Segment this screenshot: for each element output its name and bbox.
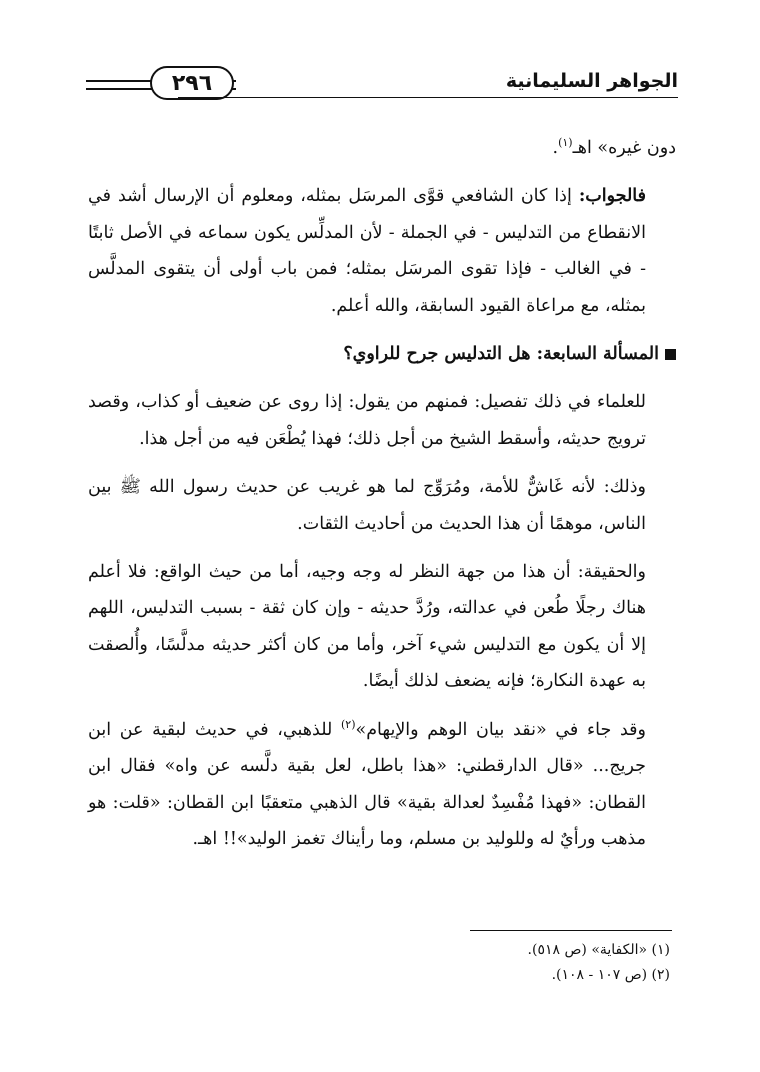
section-label: المسألة السابعة: [536,344,659,365]
footnote-rule [470,930,672,931]
quote-end-dot: . [552,138,559,158]
paragraph-dhahabi [88,712,676,858]
section-question: هل التدليس جرح للراوي؟ [343,344,537,365]
paragraph-scholars: للعلماء في ذلك تفصيل: فمنهم من يقول: إذا روى عن ضعيف أو كذاب، وقصد ترويج حديثه، وأسقط الشيخ من أجل ذلك؛ فهذا يُطْعَن فيه من أجل هذا. [88,392,646,449]
running-header [86,66,678,106]
paragraph-reality: والحقيقة: أن هذا من جهة النظر له وجه وجيه، أما من حيث الواقع: فلا أعلم هناك رجلًا طُعن في عدالته، ورُدَّ حديثه - وإن كان ثقة - بسبب التدليس، اللهم إلا أن يكون مع التدليس شيء آخر، وأما من كان أكثر حديثه مدلَّسًا، وأُلصقت به عهدة النكارة؛ فإنه يضعف لذلك أيضًا. [88,562,646,692]
paragraph-reason: وذلك: لأنه غَاشٌّ للأمة، ومُرَوِّج لما هو غريب عن حديث رسول الله ﷺ بين الناس، موهمًا أن هذا الحديث من أحاديث الثقات. [88,477,646,534]
paragraph-answer [88,178,676,324]
main-text [88,130,676,869]
footnote-ref-1: (١) [558,136,573,150]
footnote-ref-2: (٢) [341,717,356,731]
footnote-1: (١) «الكفاية» (ص ٥١٨). [527,942,670,958]
square-bullet-icon [665,349,676,360]
quote-end-text: دون غيره» اهـ [572,138,676,158]
header-rule [178,97,678,98]
section-heading [88,336,676,372]
dhahabi-text-b: للذهبي، في حديث لبقية عن ابن جريج... «قال الدارقطني: «هذا باطل، لعل بقية دلَّسه عن واه» فقال ابن القطان: «فهذا مُفْسِدٌ لعدالة بقية» قال الذهبي متعقبًا ابن القطان: «قلت: هو مذهب ورأيٌ له وللوليد بن مسلم، وما رأيناك تغمز الوليد»!! اهـ. [88,719,646,849]
page-number: ٢٩٦ [150,66,234,100]
footnotes [300,938,670,988]
book-title: الجواهر السليمانية [505,70,678,92]
page-number-ornament [86,66,236,106]
footnote-2: (٢) (ص ١٠٧ - ١٠٨). [551,967,670,983]
answer-lead: فالجواب: [578,186,646,207]
paragraph-quote-end [88,130,676,166]
answer-text: إذا كان الشافعي قوَّى المرسَل بمثله، ومعلوم أن الإرسال أشد في الانقطاع من التدليس - في الجملة - لأن المدلِّس يكون سماعه في الأصل ثابتًا - في الغالب - فإذا تقوى المرسَل بمثله؛ فمن باب أولى أن يتقوى المدلَّس بمثله، مع مراعاة القيود السابقة، والله أعلم. [88,186,646,316]
dhahabi-text-a: وقد جاء في «نقد بيان الوهم والإيهام» [355,719,646,740]
